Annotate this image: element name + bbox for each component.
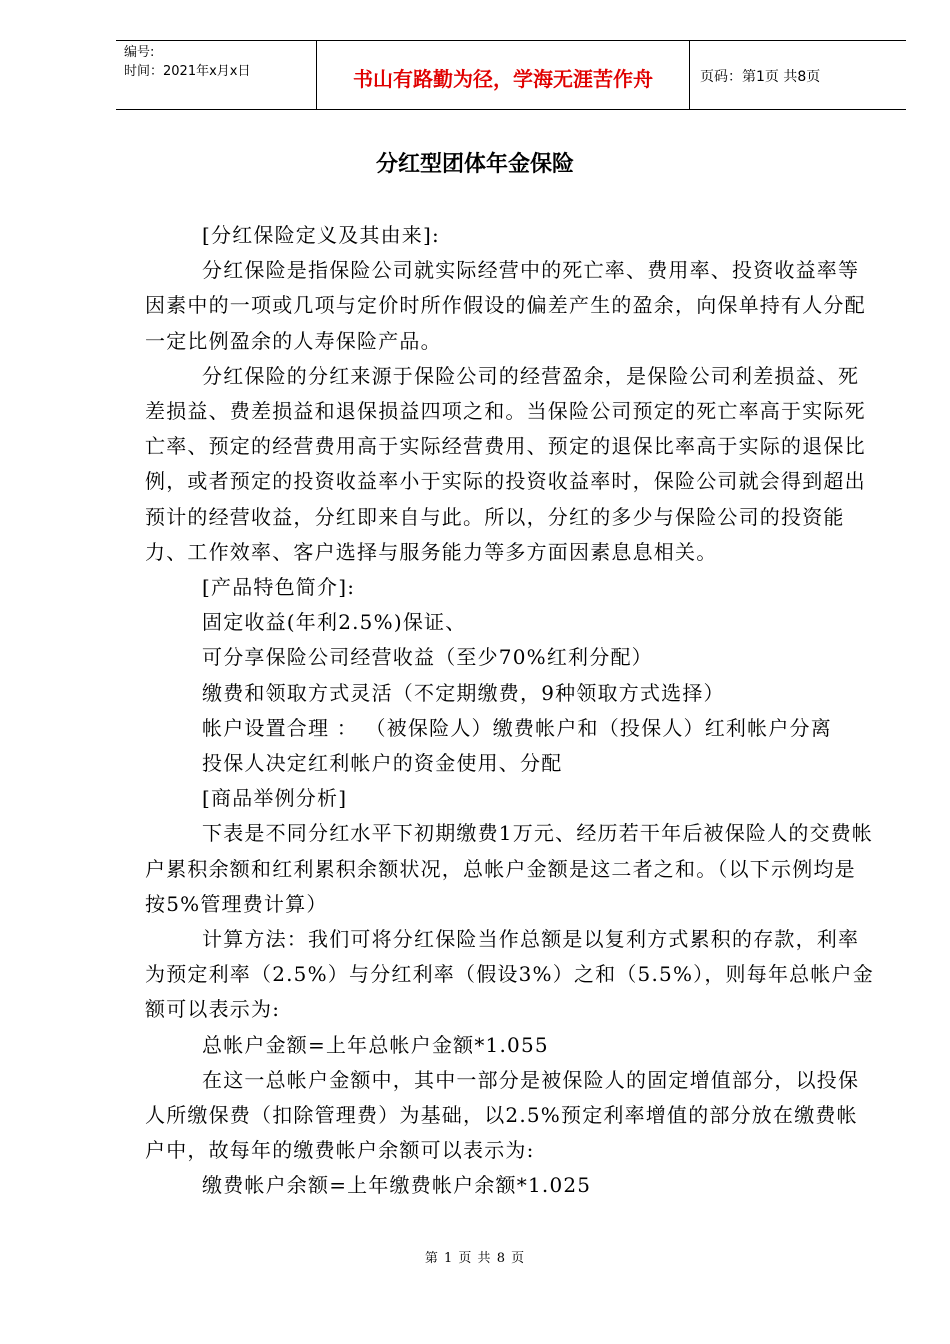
document-time-label: 时间：2021年x月x日 [124,64,251,79]
document-number-label: 编号: [124,45,155,60]
header-page-info: 页码：第1页 共8页 [700,69,821,85]
document-title: 分红型团体年金保险 [375,152,574,177]
feature-item: 投保人决定红利帐户的资金使用、分配 [202,751,563,776]
header-motto-cell [316,41,690,109]
feature-item: 固定收益(年利2.5%)保证、 [202,610,467,635]
section-heading-example: [商品举例分析] [202,786,348,811]
body-paragraph: 下表是不同分红水平下初期缴费1万元、经历若干年后被保险人的交费帐户累积余额和红利累积余额状况，总帐户金额是这二者之和。（以下示例均是按5%管理费计算） [145,821,874,916]
page-footer: 第 1 页 共 8 页 [424,1251,526,1266]
formula-line: 总帐户金额=上年总帐户金额*1.055 [202,1032,549,1057]
document-body [145,218,875,1204]
body-paragraph: 计算方法：我们可将分红保险当作总额是以复利方式累积的存款，利率为预定利率（2.5%）与分红利率（假设3%）之和（5.5%），则每年总帐户金额可以表示为: [145,927,874,1022]
header-left-cell [116,41,316,109]
body-paragraph: 在这一总帐户金额中，其中一部分是被保险人的固定增值部分，以投保人所缴保费（扣除管理费）为基础，以2.5%预定利率增值的部分放在缴费帐户中，故每年的缴费帐户余额可以表示为: [145,1067,860,1163]
header-page-cell [690,41,906,109]
feature-item: 可分享保险公司经营收益（至少70%红利分配） [202,645,653,670]
body-paragraph: 分红保险的分红来源于保险公司的经营盈余，是保险公司利差损益、死差损益、费差损益和退保损益四项之和。当保险公司预定的死亡率高于实际死亡率、预定的经营费用高于实际经营费用、预定的退保比率高于实际的退保比例，或者预定的投资收益率小于实际的投资收益率时，保险公司就会得到超出预计的经营收益，分红即来自与此。所以，分红的多少与保险公司的投资能力、工作效率、客户选择与服务能力等多方面因素息息相关。 [145,363,866,564]
feature-item: 帐户设置合理 ： （被保险人）缴费帐户和（投保人）红利帐户分离 [202,715,832,740]
formula-line: 缴费帐户余额=上年缴费帐户余额*1.025 [202,1173,592,1198]
feature-item: 缴费和领取方式灵活（不定期缴费，9种领取方式选择） [202,680,725,705]
header-table [116,40,906,110]
section-heading-features: [产品特色简介]: [202,575,356,600]
header-motto: 书山有路勤为径，学海无涯苦作舟 [353,67,653,91]
body-paragraph: 分红保险是指保险公司就实际经营中的死亡率、费用率、投资收益率等因素中的一项或几项与定价时所作假设的偏差产生的盈余，向保单持有人分配一定比例盈余的人寿保险产品。 [145,258,866,353]
section-heading-definition: [分红保险定义及其由来]: [202,223,440,247]
